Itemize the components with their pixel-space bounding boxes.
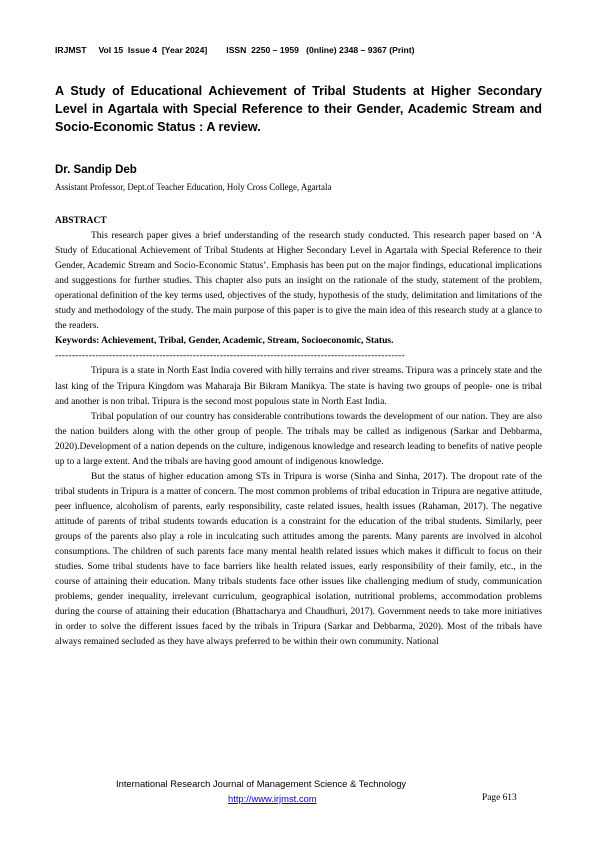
author-affiliation: Assistant Professor, Dept.of Teacher Education, Holy Cross College, Agartala	[55, 182, 332, 192]
paragraph: But the status of higher education among STs in Tripura is worse (Sinha and Sinha, 2017). The dropout rate of the tribal students in Tripura is a matter of concern. The most common problems of tribal education in Tripura are negative attitude, peer influence, alcoholism of parents, early responsibility, caste related issues, health issues (Rahaman, 2017). The negative attitude of parents of tribal students towards education is a constraint for the education of the tribal students. Similarly, peer groups of the parents also play a role in inculcating such attitudes among the parents. Many parents are involved in alcohol consumptions. The children of such parents face many mental health related issues which makes it difficult to focus on their studies. Some tribal students have to face barriers like health related issues, early responsibility of their family, etc., in the course of attaining their education. Many tribals students face other issues like challenging medium of study, communication problems, gender inequality, irrelevant curriculum, geographical isolation, nutritional problems, accommodation problems during the course of attaining their education (Bhattacharya and Chaudhuri, 2017). Government needs to take more initiatives in order to solve the different issues faced by the tribals in Tripura (Sarkar and Debbarma, 2020). Most of the tribals have always remained secluded as they have always preferred to be within their own community. National	[55, 471, 542, 648]
footer-journal-name: International Research Journal of Management Science & Technology	[116, 778, 407, 789]
page-number: Page 613	[482, 793, 517, 803]
paper-body	[55, 214, 542, 650]
author-name: Dr. Sandip Deb	[55, 164, 137, 176]
paragraph: Tribal population of our country has considerable contributions towards the development of our nation. They are also the nation builders along with the other group of people. The tribals may be called as indigenous (Sarkar and Debbarma, 2020).Development of a nation depends on the culture, indigenous knowledge and research leading to benefits of native people up to a large extent. And the tribals are having good amount of indigenous knowledge.	[55, 411, 542, 467]
paper-title: A Study of Educational Achievement of Tribal Students at Higher Secondary Level in Agartala with Special Reference to their Gender, Academic Stream and Socio-Economic Status : A review.	[55, 84, 542, 134]
abstract-heading: ABSTRACT	[55, 216, 107, 226]
running-header: IRJMST Vol 15 Issue 4 [Year 2024] ISSN 2250 – 1959 (0nline) 2348 – 9367 (Print)	[55, 45, 415, 55]
section-separator: --------------------------------------------------------------------------------------------------------	[55, 351, 405, 362]
footer-journal-link[interactable]: http://www.irjmst.com	[228, 793, 317, 804]
keywords: Keywords: Achievement, Tribal, Gender, Academic, Stream, Socioeconomic, Status.	[55, 336, 394, 347]
abstract-text: This research paper gives a brief understanding of the research study conducted. This research paper based on ‘A Study of Educational Achievement of Tribal Students at Higher Secondary Level in Agartala with Special Reference to their Gender, Academic Stream and Socio-Economic Status’. Emphasis has been put on the major findings, educational implications and suggestions for further studies. This chapter also puts an insight on the rationale of the study, statement of the problem, operational definition of the key terms used, objectives of the study, hypothesis of the study, delimitation and limitations of the study and methodology of the study. The main purpose of this paper is to give the main idea of this research study at a glance to the readers.	[55, 231, 542, 332]
paragraph: Tripura is a state in North East India covered with hilly terrains and river streams. Tripura was a princely state and the last king of the Tripura Kingdom was Maharaja Bir Bikram Manikya. The state is having two groups of people- one is tribal and another is non tribal. Tripura is the second most populous state in North East India.	[55, 366, 542, 407]
